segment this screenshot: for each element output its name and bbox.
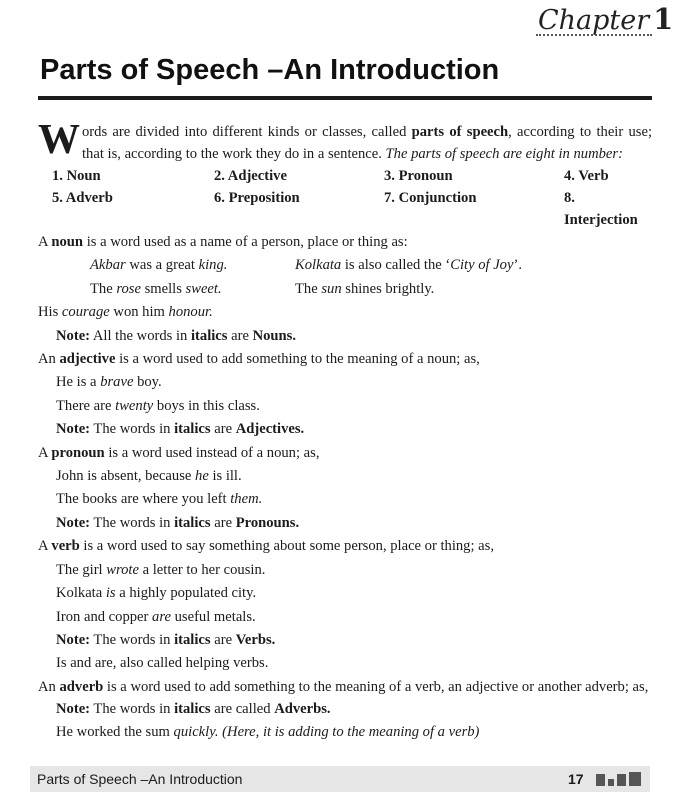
text: The words in <box>90 514 175 531</box>
text: twenty <box>115 397 154 414</box>
noun-example <box>38 301 652 324</box>
text: Adverbs. <box>274 700 331 717</box>
text: quickly. (Here, it is adding to the meaning of a verb) <box>173 724 480 741</box>
text: is a word used to say something about some person, place or thing; as, <box>79 538 494 555</box>
example <box>295 254 522 277</box>
text: italics <box>174 421 211 438</box>
text: shines brightly. <box>341 280 435 297</box>
text: Iron and copper <box>56 608 153 625</box>
adverb-note <box>38 698 652 721</box>
adjective-example <box>38 395 652 418</box>
term: adverb <box>59 678 104 695</box>
footer-title: Parts of Speech –An Introduction <box>37 771 243 787</box>
page-footer <box>30 766 650 792</box>
text: The girl <box>56 561 107 578</box>
chapter-label: Chapter <box>538 5 650 36</box>
page-number: 17 <box>568 771 584 787</box>
text: are <box>227 327 253 344</box>
text: a highly populated city. <box>115 585 257 602</box>
decorative-blocks-icon <box>596 772 646 788</box>
chapter-heading <box>538 2 674 38</box>
list-item: 6. Preposition <box>214 190 300 206</box>
term: verb <box>51 538 80 555</box>
example <box>295 278 434 301</box>
drop-cap: W <box>38 117 80 163</box>
text: king. <box>198 257 228 274</box>
text: Akbar <box>90 257 126 274</box>
text: are <box>152 608 171 625</box>
verb-definition <box>38 535 652 558</box>
text: He worked the sum <box>56 724 174 741</box>
text: All the words in <box>90 327 191 344</box>
example <box>38 278 295 301</box>
text: are called <box>210 700 275 717</box>
list-item: 7. Conjunction <box>384 190 477 206</box>
intro-paragraph <box>38 117 652 165</box>
list-item: 2. Adjective <box>214 168 287 184</box>
adjective-definition <box>38 348 652 371</box>
text: Note: <box>56 700 91 717</box>
text: are <box>210 421 236 438</box>
text: Note: <box>56 514 91 531</box>
text: is ill. <box>208 468 242 485</box>
noun-examples-row <box>38 278 652 301</box>
text: them. <box>230 491 263 508</box>
text: An <box>38 678 60 695</box>
text: he <box>195 468 209 485</box>
intro-italic-note: The parts of speech are eight in number: <box>385 146 623 162</box>
intro-bold-term: parts of speech <box>411 124 509 140</box>
text: smells <box>140 280 186 297</box>
text: italics <box>174 700 211 717</box>
text: are <box>210 514 236 531</box>
text: The <box>295 280 322 297</box>
verb-example <box>38 582 652 605</box>
text: Adjectives. <box>235 421 305 438</box>
text: honour. <box>168 304 213 321</box>
text: won him <box>109 304 169 321</box>
text: rose <box>116 280 141 297</box>
text: A <box>38 444 52 461</box>
text: He is a <box>56 374 101 391</box>
text: boys in this class. <box>153 397 260 414</box>
text: sun <box>321 280 342 297</box>
text: brave <box>100 374 134 391</box>
text: The words in <box>90 421 175 438</box>
text: boy. <box>133 374 162 391</box>
pronoun-example <box>38 465 652 488</box>
text: His <box>38 304 62 321</box>
text: The words in <box>90 631 175 648</box>
text: A <box>38 234 52 250</box>
list-item: 3. Pronoun <box>384 168 453 184</box>
adverb-example <box>38 721 652 744</box>
text: wrote <box>106 561 139 578</box>
list-item: 4. Verb <box>564 168 609 184</box>
text: italics <box>190 327 228 344</box>
intro-text: , according to their use; that is, according to the work they do in a sentence. <box>82 124 652 162</box>
verb-example <box>38 559 652 582</box>
text: A <box>38 538 52 555</box>
text: is a word used to add something to the meaning of a noun; as, <box>115 351 480 368</box>
text: The books are where you left <box>56 491 231 508</box>
text: John is absent, because <box>56 468 196 485</box>
intro-text: ords are divided into different kinds or classes, called <box>82 124 412 140</box>
noun-examples-row <box>38 254 652 277</box>
term: adjective <box>59 351 116 368</box>
text: Kolkata <box>295 257 342 274</box>
example <box>38 254 295 277</box>
text: Verbs. <box>235 631 276 648</box>
page-body <box>38 117 652 745</box>
list-item: 1. Noun <box>52 168 101 184</box>
text: Note: <box>56 421 91 438</box>
pronoun-note <box>38 512 652 535</box>
text: City of Joy <box>450 257 514 274</box>
parts-of-speech-list <box>38 165 652 231</box>
list-item: 5. Adverb <box>52 190 113 206</box>
text: Pronouns. <box>235 514 300 531</box>
text: Note: <box>56 631 91 648</box>
verb-note <box>38 629 652 652</box>
title-divider <box>38 96 652 100</box>
text: is a word used as a name of a person, place or thing as: <box>83 234 408 250</box>
text: courage <box>61 304 110 321</box>
text: is also called the ‘ <box>341 257 451 274</box>
text: ’. <box>513 257 522 274</box>
term: pronoun <box>51 444 105 461</box>
term: noun <box>51 234 84 250</box>
text: italics <box>174 631 211 648</box>
verb-example <box>38 606 652 629</box>
adjective-example <box>38 371 652 394</box>
list-item: 8. Interjection <box>564 190 638 228</box>
text: The <box>90 280 117 297</box>
page-title: Parts of Speech –An Introduction <box>40 54 500 86</box>
chapter-number: 1 <box>653 2 674 36</box>
text: Note: <box>56 327 91 344</box>
noun-definition <box>38 231 652 254</box>
text: sweet. <box>185 280 222 297</box>
adverb-definition <box>38 676 652 698</box>
text: Nouns. <box>252 327 296 344</box>
pronoun-example <box>38 488 652 511</box>
text: Kolkata <box>56 585 106 602</box>
adjective-note <box>38 418 652 441</box>
noun-note <box>38 325 652 348</box>
text: There are <box>56 397 116 414</box>
text: was a great <box>125 257 199 274</box>
text: italics <box>174 514 211 531</box>
text: are <box>210 631 236 648</box>
text: is <box>105 585 116 602</box>
text: The words in <box>90 700 175 717</box>
verb-extra-note: Is and are, also called helping verbs. <box>56 655 269 672</box>
text: is a word used instead of a noun; as, <box>104 444 320 461</box>
text: a letter to her cousin. <box>138 561 266 578</box>
text: useful metals. <box>170 608 256 625</box>
pronoun-definition <box>38 442 652 465</box>
text: An <box>38 351 60 368</box>
text: is a word used to add something to the meaning of a verb, an adjective or another adverb; as, <box>103 678 649 695</box>
chapter-underline <box>536 34 652 36</box>
